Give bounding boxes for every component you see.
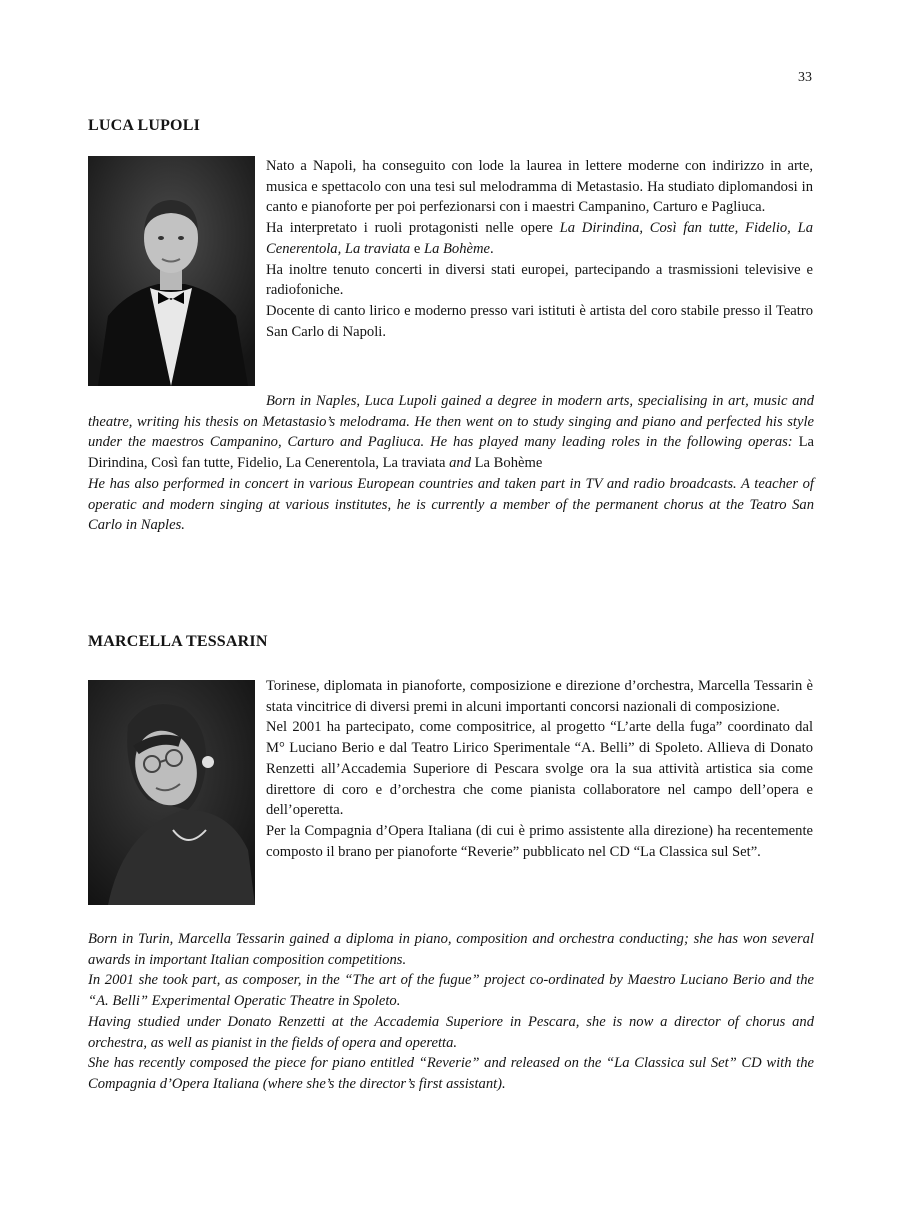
bio-english-luca-lupoli — [88, 391, 814, 536]
text-run: Docente di canto lirico e moderno presso vari istituti è artista del coro stabile presso il Teatro San Carlo di Napoli. — [266, 302, 813, 340]
paragraph — [88, 1012, 814, 1053]
text-run: Torinese, diplomata in pianoforte, composizione e direzione d’orchestra, Marcella Tessarin è stata vincitrice di diversi premi in alcuni importanti concorsi nazionali di composizione. — [266, 678, 813, 715]
text-run: and — [445, 455, 475, 472]
portrait-photo-marcella-tessarin — [88, 680, 255, 905]
text-run: La Bohème — [423, 240, 491, 257]
text-run: . — [490, 240, 494, 257]
text-run: La Dirindina, Così fan tutte, Fidelio, La Cenerentola, La traviata — [266, 220, 813, 257]
text-run: La Bohème — [474, 455, 543, 472]
text-run: Per la Compagnia d’Opera Italiana (di cui è primo assistente alla direzione) ha recentemente composto il brano per pianoforte “Reverie” pubblicato nel CD “La Classica sul Set”. — [266, 822, 813, 860]
paragraph — [266, 717, 813, 821]
paragraph — [88, 970, 814, 1011]
text-run: Nel 2001 ha partecipato, come compositrice, al progetto “L’arte della fuga” coordinato dal M° Luciano Berio e dal Teatro Lirico Sperimentale “A. Belli” di Spoleto. Allieva di Donato Renzetti all’Accademia Superiore di Pescara svolge ora la sua attività artistica sia come direttore di coro e d’orchestra che come pianista collaboratore nel campo dell’opera e dell’operetta. — [266, 719, 813, 819]
section-name-marcella-tessarin: MARCELLA TESSARIN — [88, 633, 268, 650]
section-name-luca-lupoli: LUCA LUPOLI — [88, 117, 200, 134]
paragraph — [266, 821, 813, 862]
text-run: Having studied under Donato Renzetti at the Accademia Superiore in Pescara, she is now a director of chorus and orchestra, as well as pianist in the fields of opera and operetta. — [88, 1013, 814, 1051]
paragraph — [88, 1053, 814, 1094]
text-run: Born in Turin, Marcella Tessarin gained a diploma in piano, composition and orchestra conducting; she has won several awards in important Italian composition competitions. — [88, 931, 814, 968]
text-run: In 2001 she took part, as composer, in the “The art of the fugue” project co-ordinated by Maestro Luciano Berio and the “A. Belli” Experimental Operatic Theatre in Spoleto. — [88, 972, 814, 1010]
text-run: La Dirindina, Così fan tutte, Fidelio, La Cenerentola, La traviata — [88, 434, 814, 472]
paragraph — [266, 218, 813, 259]
paragraph — [266, 301, 813, 342]
paragraph — [266, 260, 813, 301]
text-run: She has recently composed the piece for piano entitled “Reverie” and released on the “La Classica sul Set” CD with the Compagnia d’Opera Italiana (where she’s the director’s first assistant). — [88, 1055, 814, 1092]
text-run: He has also performed in concert in various European countries and taken part in TV and radio broadcasts. A teacher of operatic and modern singing at various institutes, he is currently a member of the permanent chorus at the Teatro San Carlo in Naples. — [88, 475, 814, 534]
paragraph — [266, 156, 813, 218]
page-number: 33 — [798, 70, 812, 85]
text-run: Ha interpretato i ruoli protagonisti nelle opere — [266, 220, 560, 237]
text-run: Ha inoltre tenuto concerti in diversi stati europei, partecipando a trasmissioni televisive e radiofoniche. — [266, 261, 813, 299]
paragraph — [88, 391, 814, 474]
bio-english-marcella-tessarin — [88, 929, 814, 1095]
paragraph — [88, 929, 814, 970]
paragraph — [266, 676, 813, 717]
portrait-photo-luca-lupoli — [88, 156, 255, 386]
bio-italian-luca-lupoli — [266, 156, 813, 342]
text-run: e — [410, 240, 424, 257]
paragraph — [88, 474, 814, 536]
text-run: Born in Naples, Luca Lupoli gained a degree in modern arts, specialising in art, music and theatre, writing his thesis on Metastasio’s melodrama. He then went on to study singing and piano and perfected his style under the maestros Campanino, Carturo and Pagliuca. He has played many leading roles in the following operas: — [88, 393, 814, 451]
text-run: Nato a Napoli, ha conseguito con lode la laurea in lettere moderne con indirizzo in arte, musica e spettacolo con una tesi sul melodramma di Metastasio. Ha studiato diplomandosi in canto e pianoforte per poi perfezionarsi con i maestri Campanino, Carturo e Pagliuca. — [266, 158, 813, 216]
bio-italian-marcella-tessarin — [266, 676, 813, 862]
